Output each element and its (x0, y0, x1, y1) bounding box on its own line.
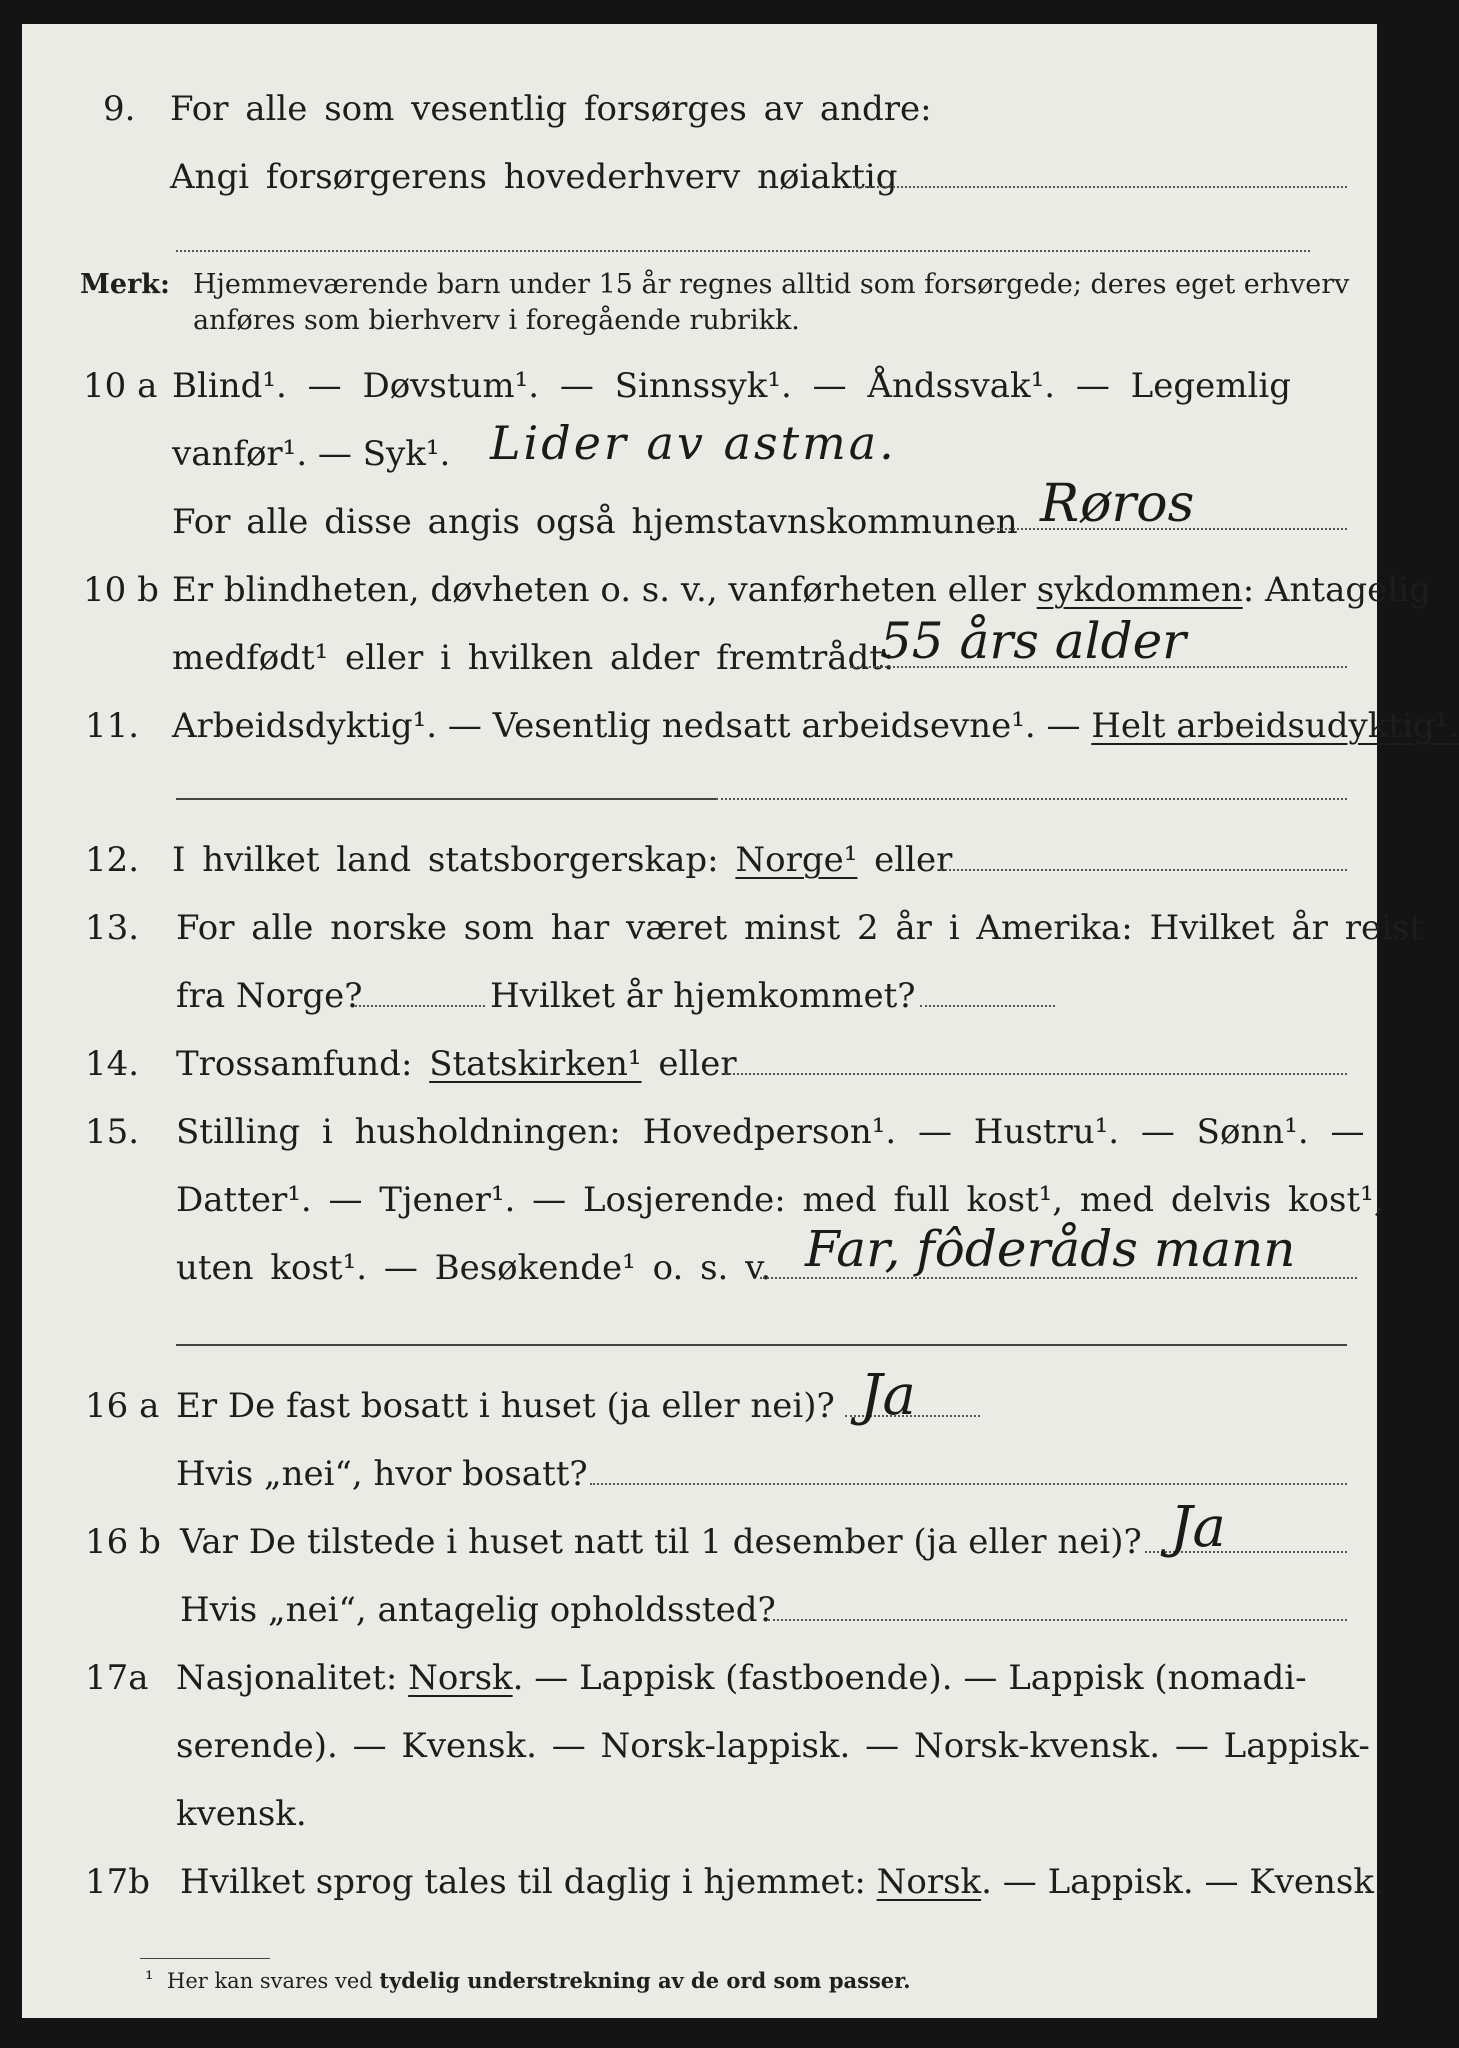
q13-line2a: fra Norge? (176, 976, 363, 1016)
q12-text: I hvilket land statsborgerskap: Norge¹ eller (172, 840, 953, 880)
q16b-line1: Var De tilstede i huset natt til 1 desember (ja eller nei)? (180, 1522, 1142, 1562)
q17a-line1: Nasjonalitet: Norsk. — Lappisk (fastboende). — Lappisk (nomadi- (176, 1658, 1307, 1698)
merk-label: Merk: (80, 269, 170, 300)
merk-line2: anføres som bierhverv i foregående rubrikk. (193, 305, 800, 336)
footnote-mark: ¹ (145, 1967, 154, 1991)
q9-answer-line (850, 186, 1347, 188)
q16b-answer: Ja (1170, 1495, 1226, 1560)
q13-line1: For alle norske som har været minst 2 år i Amerika: Hvilket år reist (176, 908, 1424, 948)
q10b-number: 10 b (83, 570, 159, 610)
q16a-answer: Ja (860, 1363, 916, 1428)
q11-rule-right (716, 798, 1347, 800)
q12-number: 12. (85, 840, 140, 880)
q17a-line3: kvensk. (176, 1794, 307, 1834)
q9-answer-line-2 (176, 250, 1310, 252)
q15-line2: Datter¹. — Tjener¹. — Losjerende: med full kost¹, med delvis kost¹, (176, 1180, 1385, 1220)
q14-text: Trossamfund: Statskirken¹ eller (176, 1044, 737, 1084)
q13-number: 13. (85, 908, 140, 948)
q9-number: 9. (103, 89, 136, 129)
q12-answer-line (940, 869, 1347, 871)
q17b-number: 17b (85, 1862, 151, 1902)
q15-rule (176, 1344, 1347, 1346)
q14-number: 14. (85, 1044, 140, 1084)
q11-rule-left (176, 798, 716, 800)
q11-text: Arbeidsdyktig¹. — Vesentlig nedsatt arbeidsevne¹. — Helt arbeidsudyktig¹. (172, 706, 1459, 746)
q9-line2: Angi forsørgerens hovederhverv nøiaktig (170, 157, 898, 197)
q13-right-answer-line (920, 1005, 1055, 1007)
q17a-number: 17a (85, 1658, 149, 1698)
q16a-line2-answer-line (590, 1483, 1347, 1485)
q16b-number: 16 b (85, 1522, 161, 1562)
q14-answer-line (725, 1073, 1347, 1075)
q10b-line1: Er blindheten, døvheten o. s. v., vanførheten eller sykdommen: Antagelig (172, 570, 1431, 610)
q15-line1: Stilling i husholdningen: Hovedperson¹. — Hustru¹. — Sønn¹. — (176, 1112, 1365, 1152)
q16b-line2-answer-line (768, 1619, 1347, 1621)
q17b-text: Hvilket sprog tales til daglig i hjemmet: Norsk. — Lappisk. — Kvensk. (180, 1862, 1385, 1902)
q15-line3: uten kost¹. — Besøkende¹ o. s. v. (176, 1248, 772, 1288)
q15-answer-position: Far, fôderåds mann (805, 1220, 1296, 1278)
q10b-answer-age: 55 års alder (880, 612, 1187, 670)
q11-number: 11. (85, 706, 140, 746)
q10a-answer-municipality: Røros (1040, 474, 1195, 534)
footnote-text: Her kan svares ved tydelig understrekning av de ord som passer. (167, 1968, 911, 1993)
q16b-line2: Hvis „nei“, antagelig opholdssted? (180, 1590, 776, 1630)
q13-line2b: Hvilket år hjemkommet? (490, 976, 916, 1016)
footnote-rule (140, 1958, 270, 1959)
q10a-line3: For alle disse angis også hjemstavnskommunen (172, 502, 1018, 542)
q10b-line2: medfødt¹ eller i hvilken alder fremtrådt: (172, 638, 895, 678)
q10a-number: 10 a (83, 366, 158, 406)
q13-left-answer-line (355, 1005, 485, 1007)
q15-number: 15. (85, 1112, 140, 1152)
q10a-line1: Blind¹. — Døvstum¹. — Sinnssyk¹. — Åndssvak¹. — Legemlig (172, 366, 1291, 406)
q16a-line2: Hvis „nei“, hvor bosatt? (176, 1454, 588, 1494)
q16a-line1: Er De fast bosatt i huset (ja eller nei)? (176, 1386, 835, 1426)
q9-line1: For alle som vesentlig forsørges av andre: (170, 89, 932, 129)
q17a-line2: serende). — Kvensk. — Norsk-lappisk. — Norsk-kvensk. — Lappisk- (176, 1726, 1370, 1766)
q10a-answer-illness: Lider av astma. (490, 416, 897, 470)
q10a-line2: vanfør¹. — Syk¹. (172, 434, 451, 474)
merk-line1: Hjemmeværende barn under 15 år regnes alltid som forsørgede; deres eget erhverv (193, 269, 1350, 300)
q16a-number: 16 a (85, 1386, 160, 1426)
